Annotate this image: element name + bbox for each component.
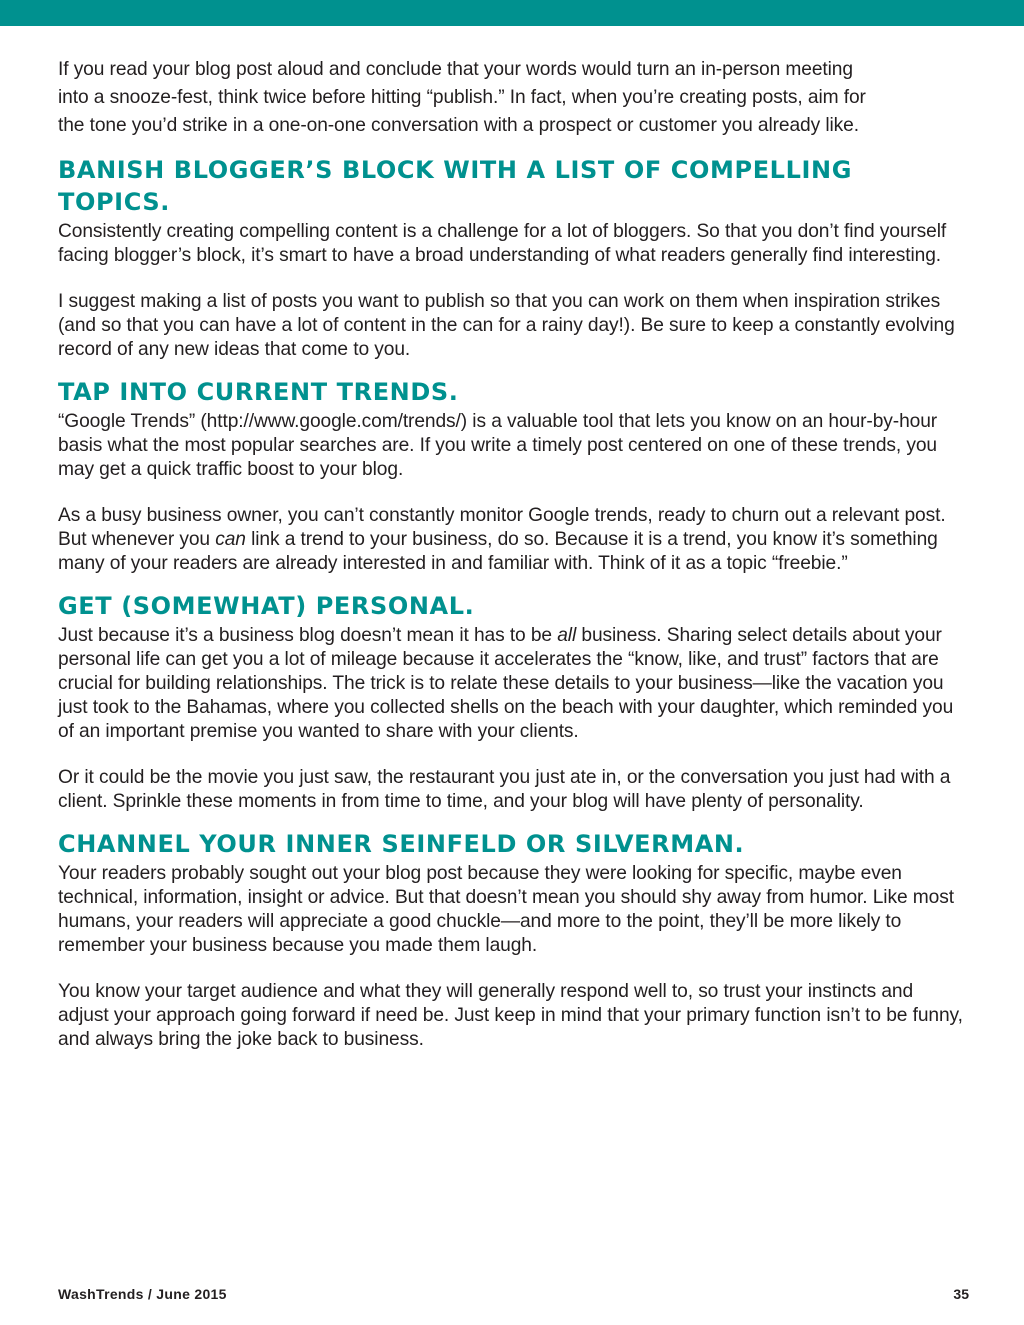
paragraph-text: As a busy business owner, you can’t constantly monitor Google trends, ready to churn out a relevant post. But whenever you: [58, 505, 946, 550]
intro-line: into a snooze-fest, think twice before hitting “publish.” In fact, when you’re creating posts, aim for: [58, 87, 866, 108]
paragraph-text: link a trend to your business, do so. Because it is a trend, you know it’s something many of your readers are already interested in and familiar with. Think of it as a topic “freebie.”: [58, 529, 938, 574]
footer-publication: WashTrends / June 2015: [58, 1286, 227, 1302]
paragraph: Consistently creating compelling content is a challenge for a lot of bloggers. So that you don’t find yourself facing blogger’s block, it’s smart to have a broad understanding of what readers generally find interesting.: [58, 221, 947, 266]
section-humor: [58, 828, 968, 1052]
paragraph: [58, 624, 968, 744]
top-color-bar: [0, 0, 1024, 26]
intro-paragraph: [58, 56, 968, 140]
intro-line: the tone you’d strike in a one-on-one conversation with a prospect or customer you already like.: [58, 115, 859, 136]
page-number: 35: [953, 1286, 969, 1302]
emphasis-text: can: [215, 529, 246, 550]
section-heading: GET (SOMEWHAT) PERSONAL.: [58, 592, 475, 620]
paragraph-text: business. Sharing select details about your personal life can get you a lot of mileage because it accelerates the “know, like, and trust” factors that are crucial for building relationships. The trick is to relate these details to your business—like the vacation you just took to the Bahamas, where you collected shells on the beach with your daughter, which reminded you of an important premise you wanted to share with your clients.: [58, 625, 954, 742]
paragraph: “Google Trends” (http://www.google.com/trends/) is a valuable tool that lets you know on an hour-by-hour basis what the most popular searches are. If you write a timely post centered on one of these trends, you may get a quick traffic boost to your blog.: [58, 411, 938, 480]
emphasis-text: all: [557, 625, 577, 646]
paragraph-text: Just because it’s a business blog doesn’t mean it has to be: [58, 625, 558, 646]
section-current-trends: [58, 376, 968, 576]
section-bloggers-block: [58, 154, 968, 362]
paragraph: Your readers probably sought out your blog post because they were looking for specific, maybe even technical, information, insight or advice. But that doesn’t mean you should shy away from humor. Like most humans, your readers will appreciate a good chuckle—and more to the point, they’ll be more likely to remember your business because you made them laugh.: [58, 863, 954, 956]
section-personal: [58, 590, 968, 814]
section-heading: CHANNEL YOUR INNER SEINFELD OR SILVERMAN.: [58, 830, 745, 858]
paragraph: I suggest making a list of posts you want to publish so that you can work on them when inspiration strikes (and so that you can have a lot of content in the can for a rainy day!). Be sure to keep a constantly evolving record of any new ideas that come to you.: [58, 291, 955, 360]
section-heading: TAP INTO CURRENT TRENDS.: [58, 378, 459, 406]
section-heading: BANISH BLOGGER’S BLOCK WITH A LIST OF COMPELLING TOPICS.: [58, 156, 852, 216]
paragraph: [58, 504, 968, 576]
paragraph: You know your target audience and what they will generally respond well to, so trust your instincts and adjust your approach going forward if need be. Just keep in mind that your primary function isn’t to be funny, and always bring the joke back to business.: [58, 981, 963, 1050]
article-body: [58, 56, 968, 1052]
intro-line: If you read your blog post aloud and conclude that your words would turn an in-person meeting: [58, 59, 853, 80]
paragraph: Or it could be the movie you just saw, the restaurant you just ate in, or the conversation you just had with a client. Sprinkle these moments in from time to time, and your blog will have plenty of personality.: [58, 767, 951, 812]
